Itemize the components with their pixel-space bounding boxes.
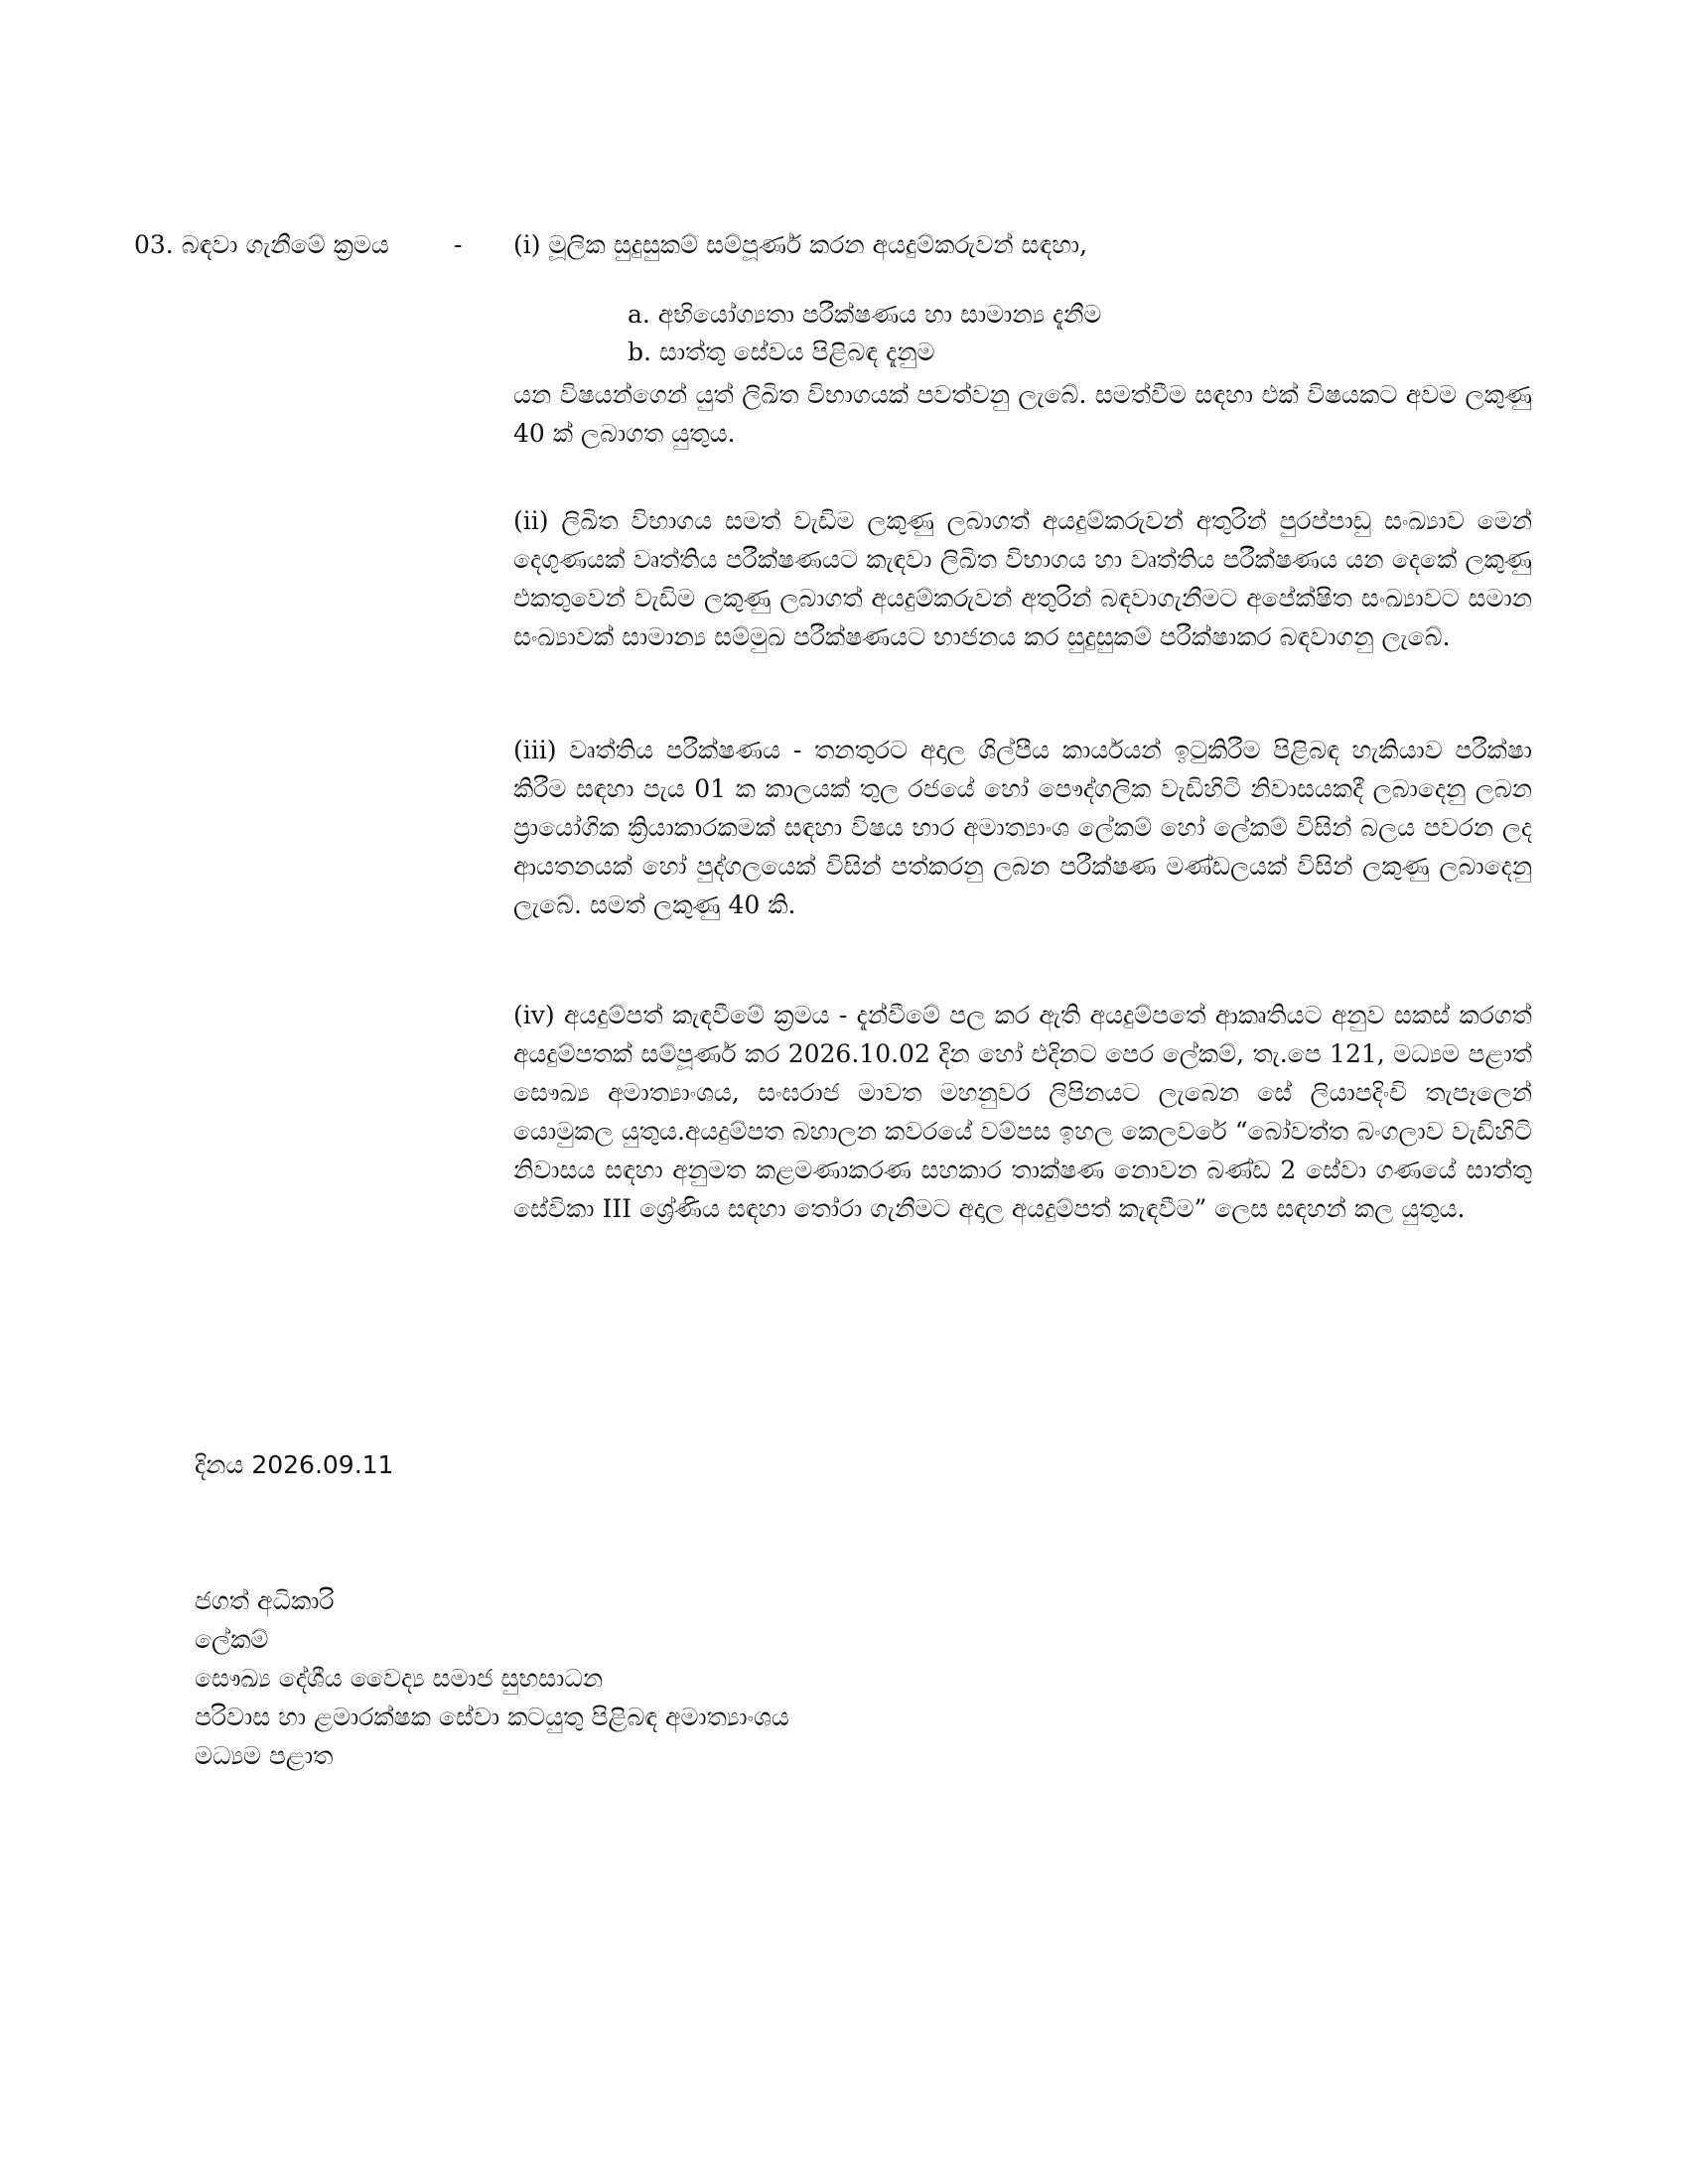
item-iv-paragraph: (iv) අයදුම්පත් කැඳවීමේ ක්‍රමය - දැන්වීමේ පල කර ඇති අයදුම්පතේ ආකෘතියට අනුව සකස් කරගත් අයදුම්පතක් සම්පූර්ණ කර 2026.10.02 දින හෝ එදිනට පෙර ලේකම්, තැ.පෙ 121, මධ්‍යම පළාත් සෞඛ්‍ය අමාත්‍යාංශය, සංඝරාජ මාවත මහනුවර ලිපිනයට ලැබෙන සේ ලියාපදිංචි තැපෑලෙන් යොමුකල යුතුය.අයදුම්පත බහාලන කවරයේ වම්පස ඉහල කෙලවරේ “බෝවත්ත බංගලාව වැඩිහිටි නිවාසය සඳහා අනුමත කළමණාකරණ සහකාර තාක්ෂණ නොවන බණ්ඩ 2 සේවා ගණයේ සාත්තු සේවිකා III ශ්‍රේණිය සඳහා තෝරා ගැනීමට අදාල අයදුම්පත් කැඳවීම” ලෙස සඳහන් කල යුතුය.	[513, 1001, 1532, 1223]
ministry-line-2: පරිවාස හා ළමාරක්ෂක සේවා කටයුතු පිළිබඳ අමාත්‍යාංශය	[195, 1703, 789, 1731]
item-i-paragraph: යන විෂයන්ගෙන් යුත් ලිඛිත විභාගයක් පවත්වනු ලැබේ. සමත්වීම සඳහා එක් විෂයකට අවම ලකුණු 40 ක් ලබාගත යුතුය.	[513, 380, 1532, 448]
item-i-intro: (i) මූලික සුදුසුකම් සම්පූර්ණ කරන අයදුම්කරුවන් සඳහා,	[513, 230, 1088, 259]
date-line: දිනය 2026.09.11	[195, 1450, 394, 1479]
signatory-name: ජගත් අධිකාරි	[195, 1586, 335, 1615]
subject-b: b. සාත්තු සේවය පිළිබඳ දැනුම	[628, 338, 935, 366]
section-number-title: 03. බඳවා ගැනීමේ ක්‍රමය	[134, 230, 389, 259]
province-line: මධ්‍යම පළාත	[195, 1741, 334, 1770]
item-iii-paragraph: (iii) වෘත්තිය පරීක්ෂණය - තනතුරට අදාල ශිල්පීය කාර්යයන් ඉටුකිරීම පිළිබඳ හැකියාව පරීක්ෂා කිරීම සඳහා පැය 01 ක කාලයක් තුල රජයේ හෝ පෞද්ගලික වැඩිහිටි නිවාසයකදී ලබාදෙනු ලබන ප්‍රායෝගික ක්‍රියාකාරකමක් සඳහා විෂය භාර අමාත්‍යාංශ ලේකම් හෝ ලේකම් විසින් බලය පවරන ලද ආයතනයක් හෝ පුද්ගලයෙක් විසින් පත්කරනු ලබන පරීක්ෂණ මණ්ඩලයක් විසින් ලකුණු ලබාදෙනු ලැබේ. සමත් ලකුණු 40 කි.	[513, 736, 1532, 919]
signatory-title: ලේකම්	[195, 1625, 269, 1654]
item-ii-paragraph: (ii) ලිඛිත විභාගය සමත් වැඩිම ලකුණු ලබාගත් අයදුම්කරුවන් අතුරින් පුරප්පාඩු සංඛ්‍යාව මෙන් දෙගුණයක් වෘත්තිය පරීක්ෂණයට කැඳවා ලිඛිත විභාගය හා වෘත්තිය පරීක්ෂණය යන දෙකේ ලකුණු එකතුවෙන් වැඩිම ලකුණු ලබාගත් අයදුම්කරුවන් අතුරින් බඳවාගැනීමට අපේක්ෂිත සංඛ්‍යාවට සමාන සංඛ්‍යාවක් සාමාන්‍ය සම්මුඛ පරීක්ෂණයට භාජනය කර සුදුසුකම් පරීක්ෂාකර බඳවාගනු ලැබේ.	[513, 506, 1532, 651]
subject-a: a. අභියෝග්‍යතා පරීක්ෂණය හා සාමාන්‍ය දැනීම	[628, 300, 1102, 329]
ministry-line-1: සෞඛ්‍ය දේශීය වෛද්‍ය සමාජ සුභසාධන	[195, 1664, 604, 1693]
signature-block	[195, 1581, 789, 1775]
section-dash: -	[454, 230, 463, 259]
